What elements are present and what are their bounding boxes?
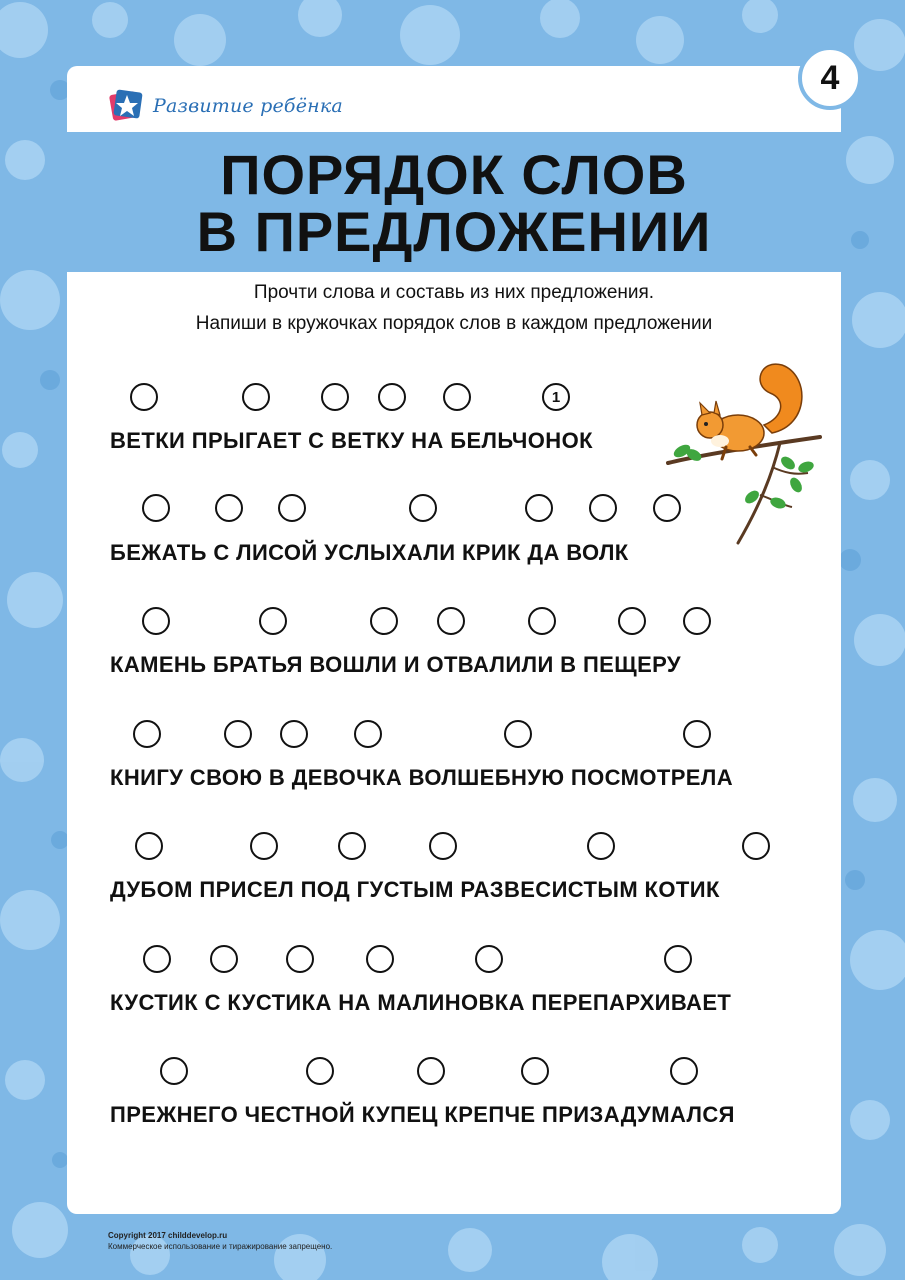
brand-name: Развитие ребёнка	[153, 95, 343, 117]
sentence-text: КУСТИК С КУСТИКА НА МАЛИНОВКА ПЕРЕПАРХИВАЕТ	[110, 990, 732, 1015]
notice-text: Коммерческое использование и тиражирование запрещено.	[108, 1242, 333, 1251]
answer-circle[interactable]	[142, 607, 170, 635]
answer-circle[interactable]	[742, 832, 770, 860]
answer-circle[interactable]	[321, 383, 349, 411]
answer-circle[interactable]	[250, 832, 278, 860]
answer-circle[interactable]	[417, 1057, 445, 1085]
answer-circle[interactable]	[664, 945, 692, 973]
answer-circle[interactable]: 1	[542, 383, 570, 411]
answer-circle[interactable]	[286, 945, 314, 973]
answer-circle[interactable]	[135, 832, 163, 860]
answer-circle[interactable]	[224, 720, 252, 748]
answer-circle[interactable]	[589, 494, 617, 522]
footer	[108, 1230, 332, 1252]
answer-circle[interactable]	[378, 383, 406, 411]
star-mark-icon	[107, 87, 145, 125]
answer-circle[interactable]	[130, 383, 158, 411]
sentence-text: ПРЕЖНЕГО ЧЕСТНОЙ КУПЕЦ КРЕПЧЕ ПРИЗАДУМАЛСЯ	[110, 1102, 735, 1127]
page-number: 4	[798, 46, 862, 110]
answer-circle[interactable]	[160, 1057, 188, 1085]
sentence-text: ВЕТКИ ПРЫГАЕТ С ВЕТКУ НА БЕЛЬЧОНОК	[110, 428, 593, 453]
answer-circle[interactable]	[306, 1057, 334, 1085]
answer-circle[interactable]	[354, 720, 382, 748]
page-title-line-1: ПОРЯДОК СЛОВ	[220, 143, 688, 206]
sentence-text: КАМЕНЬ БРАТЬЯ ВОШЛИ И ОТВАЛИЛИ В ПЕЩЕРУ	[110, 652, 682, 677]
copyright-text: Copyright 2017 childdevelop.ru	[108, 1231, 228, 1240]
answer-circle[interactable]	[133, 720, 161, 748]
answer-circle[interactable]	[259, 607, 287, 635]
instructions-line-1: Прочти слова и составь из них предложения.	[253, 282, 655, 303]
answer-circle[interactable]	[338, 832, 366, 860]
answer-circle[interactable]	[437, 607, 465, 635]
sentence-text: ДУБОМ ПРИСЕЛ ПОД ГУСТЫМ РАЗВЕСИСТЫМ КОТИК	[110, 877, 720, 902]
answer-circle[interactable]	[242, 383, 270, 411]
page-title-line-2: В ПРЕДЛОЖЕНИИ	[196, 200, 712, 263]
sentence-text: БЕЖАТЬ С ЛИСОЙ УСЛЫХАЛИ КРИК ДА ВОЛК	[110, 540, 629, 565]
answer-circle[interactable]	[683, 607, 711, 635]
answer-circle[interactable]	[280, 720, 308, 748]
answer-circle[interactable]	[409, 494, 437, 522]
answer-circle[interactable]	[210, 945, 238, 973]
answer-circle[interactable]	[142, 494, 170, 522]
answer-circle[interactable]	[587, 832, 615, 860]
squirrel-on-branch-icon	[660, 355, 830, 555]
answer-circle[interactable]	[670, 1057, 698, 1085]
answer-circle[interactable]	[278, 494, 306, 522]
answer-circle[interactable]	[143, 945, 171, 973]
answer-circle[interactable]	[618, 607, 646, 635]
answer-circle[interactable]	[504, 720, 532, 748]
sentence-text: КНИГУ СВОЮ В ДЕВОЧКА ВОЛШЕБНУЮ ПОСМОТРЕЛА	[110, 765, 734, 790]
brand-logo	[107, 86, 343, 126]
answer-circle[interactable]	[525, 494, 553, 522]
answer-circle[interactable]	[366, 945, 394, 973]
answer-circle[interactable]	[521, 1057, 549, 1085]
instructions-line-2: Напиши в кружочках порядок слов в каждом предложении	[195, 313, 713, 334]
answer-circle[interactable]	[443, 383, 471, 411]
answer-circle[interactable]	[215, 494, 243, 522]
answer-circle[interactable]	[475, 945, 503, 973]
answer-circle[interactable]	[528, 607, 556, 635]
answer-circle[interactable]	[429, 832, 457, 860]
answer-circle[interactable]	[370, 607, 398, 635]
answer-circle[interactable]	[683, 720, 711, 748]
